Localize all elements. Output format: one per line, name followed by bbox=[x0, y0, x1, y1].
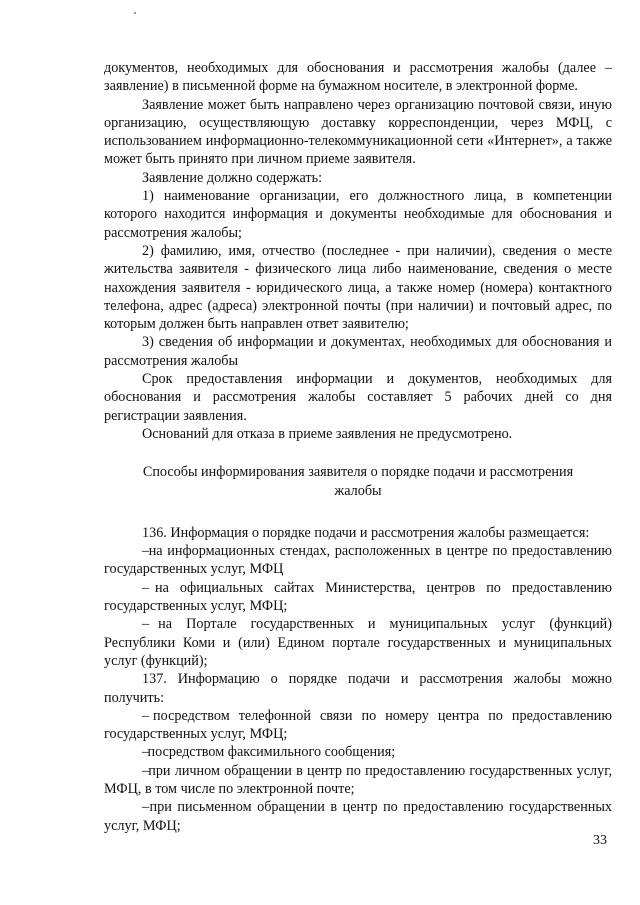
paragraph-136: 136. Информация о порядке подачи и рассмотрения жалобы размещается: bbox=[142, 524, 590, 541]
list-item-text: посредством факсимильного сообщения; bbox=[147, 744, 396, 761]
section-heading: Способы информирования заявителя о порядке подачи и рассмотрения жалобы bbox=[142, 464, 574, 499]
list-item bbox=[104, 798, 612, 835]
paragraph-item-2: 2) фамилию, имя, отчество (последнее - при наличии), сведения о месте жительства заявителя - физического лица либо наименование, сведения о месте нахождения заявителя - юридического лица, а также номер (номера) контактного телефона, адрес (адреса) электронной почты (при наличии) и почтовый адрес, по которым должен быть направлен ответ заявителю; bbox=[104, 242, 612, 333]
paragraph-continuation: документов, необходимых для обоснования и рассмотрения жалобы (далее – заявление) в письменной форме на бумажном носителе, в электронной форме. bbox=[104, 60, 612, 95]
dash-mark: – bbox=[142, 744, 150, 761]
paragraph-item-3: 3) сведения об информации и документах, необходимых для обоснования и рассмотрения жалобы bbox=[104, 334, 612, 369]
paragraph-no-refusal: Оснований для отказа в приеме заявления не предусмотрено. bbox=[142, 425, 513, 442]
list-item bbox=[104, 615, 612, 670]
paragraph-submission-methods: Заявление может быть направлено через организацию почтовой связи, иную организацию, осуществляющую доставку корреспонденции, через МФЦ, с использованием информационно-телекоммуникационной сети «Интернет», а также может быть принято при личном приеме заявителя. bbox=[104, 96, 612, 168]
list-item-text: на информационных стендах, расположенных в центре по предоставлению государственных услуг, МФЦ bbox=[104, 543, 613, 578]
dash-mark: – bbox=[142, 707, 150, 724]
paragraph-contents-intro: Заявление должно содержать: bbox=[142, 169, 323, 186]
paragraph-deadline: Срок предоставления информации и документов, необходимых для обоснования и рассмотрения жалобы составляет 5 рабочих дней со дня регистрации заявления. bbox=[104, 371, 612, 424]
dash-mark: – bbox=[142, 543, 150, 560]
list-item bbox=[104, 542, 612, 579]
document-body bbox=[104, 59, 612, 835]
list-item-text: на официальных сайтах Министерства, центров по предоставлению государственных услуг, МФЦ; bbox=[104, 579, 613, 615]
page-number: 33 bbox=[593, 833, 607, 848]
list-item-text: при личном обращении в центр по предоставлению государственных услуг, МФЦ, в том числе по электронной почте; bbox=[104, 762, 612, 797]
paragraph-item-1: 1) наименование организации, его должностного лица, в компетенции которого находится информация и документы необходимые для обоснования и рассмотрения жалобы; bbox=[104, 188, 612, 241]
dash-mark: – bbox=[142, 579, 150, 596]
list-item bbox=[104, 762, 612, 799]
list-item bbox=[104, 743, 612, 761]
spacer bbox=[104, 500, 612, 524]
paragraph-137: 137. Информацию о порядке подачи и рассмотрения жалобы можно получить: bbox=[104, 671, 612, 706]
dash-mark: – bbox=[142, 616, 150, 633]
dash-mark: – bbox=[142, 799, 150, 816]
list-item-text: при письменном обращении в центр по предоставлению государственных услуг, МФЦ; bbox=[104, 799, 613, 834]
scan-speck bbox=[134, 12, 136, 14]
list-item bbox=[104, 707, 612, 744]
list-item-text: посредством телефонной связи по номеру центра по предоставлению государственных услуг, МФЦ; bbox=[104, 707, 613, 743]
list-item bbox=[104, 579, 612, 616]
list-item-text: на Портале государственных и муниципальных услуг (функций) Республики Коми и (или) Едином портале государственных и муниципальных услуг (функций); bbox=[104, 616, 613, 669]
dash-mark: – bbox=[142, 762, 150, 779]
